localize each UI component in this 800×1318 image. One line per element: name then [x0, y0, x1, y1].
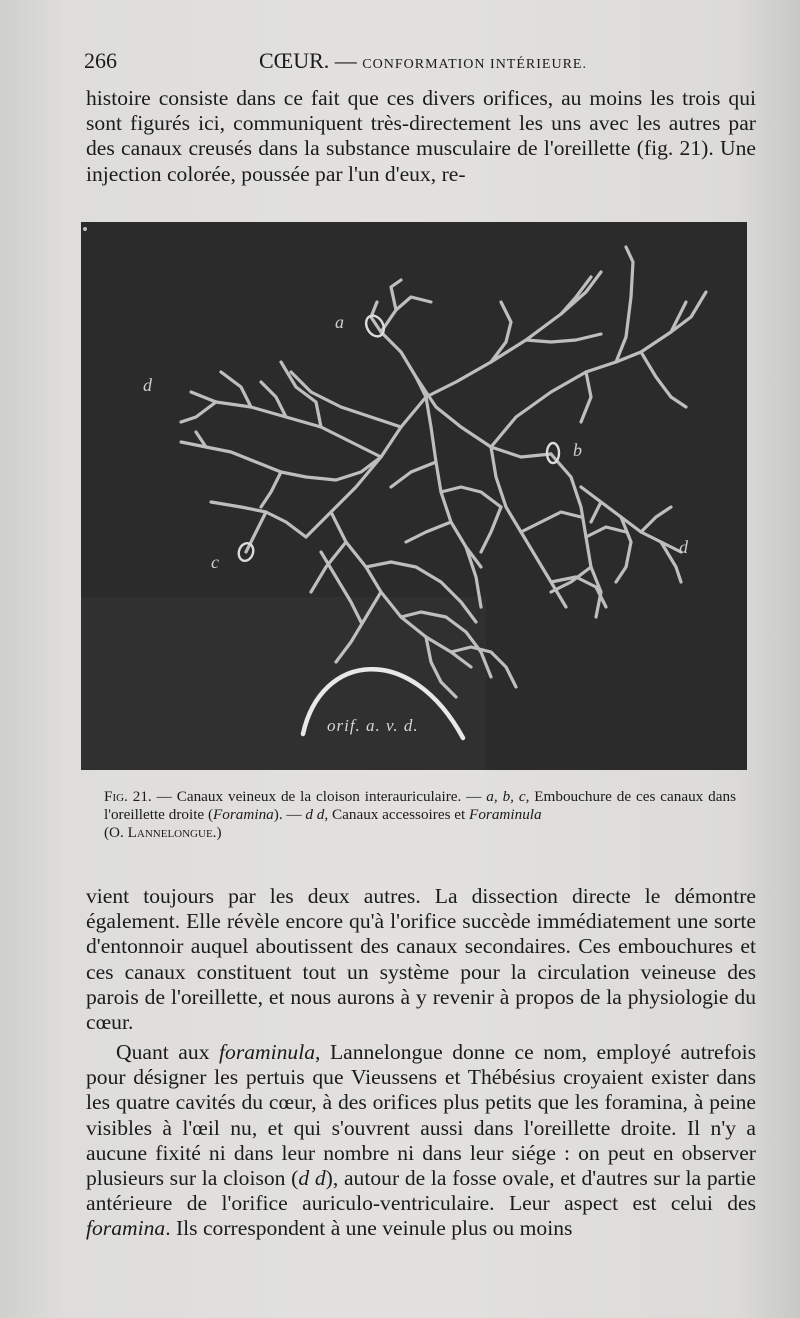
figure-label-d-left: d	[143, 375, 152, 395]
paragraph-3	[86, 1040, 756, 1242]
figure-label-b: b	[573, 440, 582, 460]
p3-text-b: , Lannelongue donne ce nom, employé autrefois pour désigner les pertuis que Vieussens et Thébésius croyaient exister dans les quatre cavités du cœur, à des orifices plus petits que les foramina, à peine visibles à l'œil nu, et qui s'ouvrent aussi dans l'oreillette droite. Il n'y a aucune fixité ni dans leur nombre ni dans leur siége : on peut en observer plusieurs sur la cloison (	[86, 1040, 756, 1191]
figure-label-orifice: orif. a. v. d.	[327, 716, 419, 735]
caption-fig-number: Fig. 21.	[104, 788, 152, 805]
paragraph-2: vient toujours par les deux autres. La dissection directe le démontre également. Elle révèle encore qu'à l'orifice succède immédiatement une sorte d'entonnoir auquel aboutissent des canaux secondaires. Ces embouchures et ces canaux constituent tout un système pour la circulation veineuse des parois de l'oreillette, et nous aurons à y revenir à propos de la physiologie du cœur.	[86, 884, 756, 1035]
running-title-main: CŒUR. —	[259, 48, 357, 73]
caption-text-b: Embouchure de ces canaux dans l'oreillette droite (	[104, 788, 736, 823]
running-title-sub: CONFORMATION INTÉRIEURE.	[362, 57, 587, 72]
caption-text-e: (O.	[104, 824, 128, 841]
caption-credit: Lannelongue	[127, 824, 213, 841]
p3-text-d: . Ils correspondent à une veinule plus ou moins	[165, 1216, 573, 1241]
running-head	[84, 48, 744, 76]
caption-em-abc: a, b, c,	[486, 788, 530, 805]
caption-em-foramina: Foramina	[213, 806, 274, 823]
p3-text-a: Quant aux	[116, 1040, 220, 1064]
figure-label-c: c	[211, 552, 219, 572]
caption-text-a: — Canaux veineux de la cloison interauriculaire. —	[151, 788, 487, 805]
p3-em-dd: d d	[298, 1166, 326, 1191]
vein-illustration	[81, 222, 747, 770]
figure-label-a: a	[335, 312, 344, 332]
p3-em-foramina: foramina	[86, 1216, 166, 1241]
paragraph-1: histoire consiste dans ce fait que ces divers orifices, au moins les trois qui sont figurés ici, communiquent très-directement les uns avec les autres par des canaux creusés dans la substance musculaire de l'oreillette (fig. 21). Une injection colorée, poussée par l'un d'eux, re-	[86, 86, 756, 186]
p3-text-c: ), autour de la fosse ovale, et d'autres sur la partie antérieure de l'orifice auriculo-ventriculaire. Leur aspect est celui des	[86, 1166, 756, 1216]
running-title	[259, 48, 587, 74]
caption-text-f: .)	[212, 824, 222, 841]
caption-text-c: ). —	[273, 806, 306, 823]
figure-caption	[104, 788, 736, 842]
p3-em-foraminula: foraminula	[219, 1040, 316, 1064]
caption-text-d: Canaux accessoires et	[328, 806, 470, 823]
page-number: 266	[84, 48, 117, 73]
caption-em-foraminula: Foraminula	[469, 806, 542, 823]
figure-label-d-right: d	[679, 537, 688, 557]
figure-21-engraving	[81, 222, 747, 770]
caption-em-dd: d d,	[305, 806, 329, 823]
